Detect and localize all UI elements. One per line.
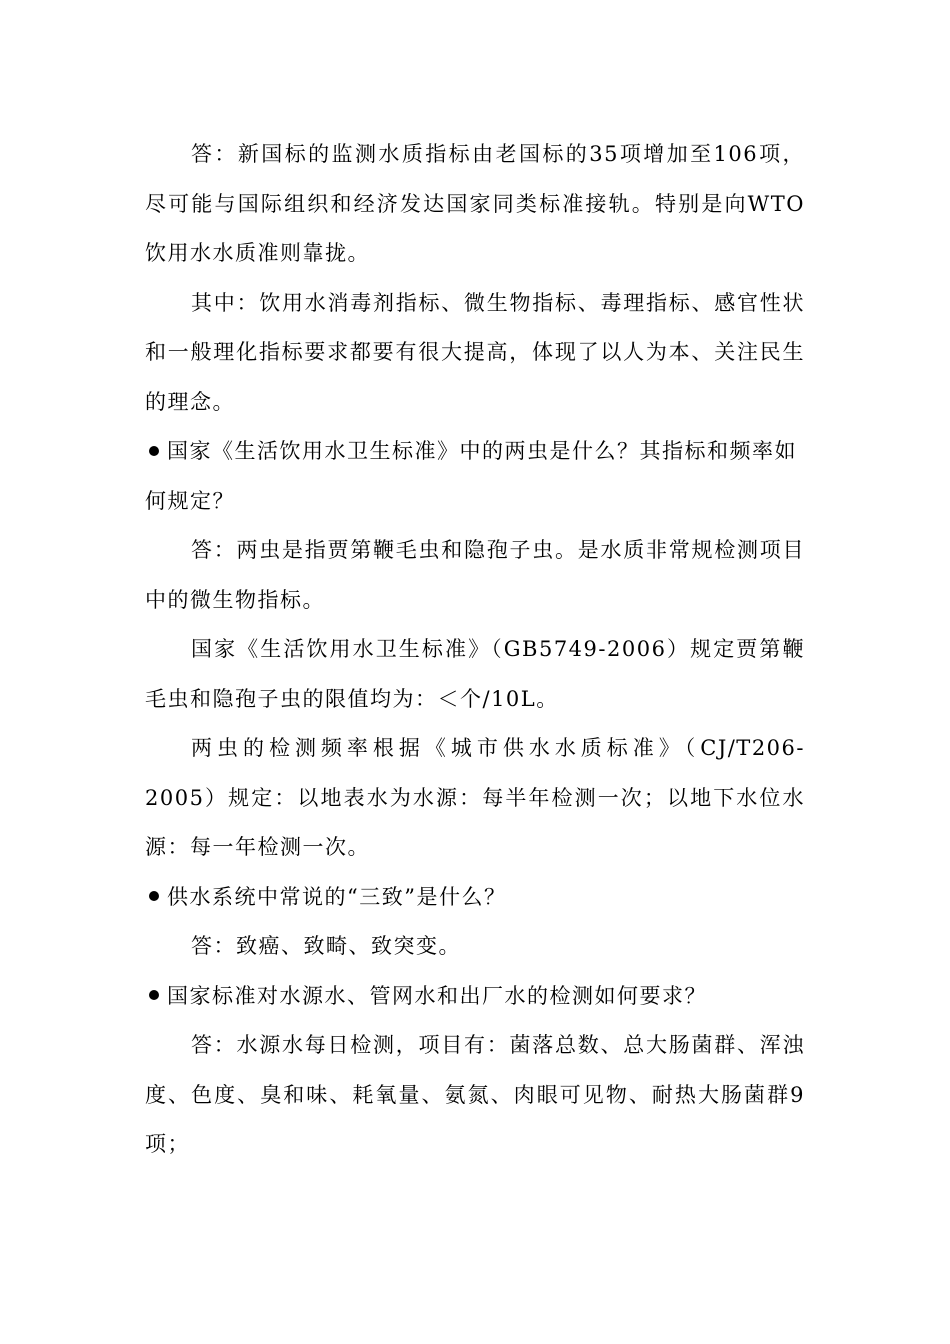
question-item xyxy=(145,972,805,1022)
question-text: 供水系统中常说的“三致”是什么？ xyxy=(167,884,507,909)
answer-paragraph: 两虫的检测频率根据《城市供水水质标准》（CJ/T206-2005）规定：以地表水为水源：每半年检测一次；以地下水位水源：每一年检测一次。 xyxy=(145,736,805,859)
document-body xyxy=(145,130,805,1170)
bullet-icon xyxy=(149,446,159,456)
answer-paragraph: 答：新国标的监测水质指标由老国标的35项增加至106项，尽可能与国际组织和经济发达国家同类标准接轨。特别是向WTO饮用水水质准则靠拢。 xyxy=(145,142,805,265)
question-item xyxy=(145,427,805,526)
answer-paragraph: 答：致癌、致畸、致突变。 xyxy=(191,934,461,958)
question-text: 国家《生活饮用水卫生标准》中的两虫是什么？其指标和频率如何规定？ xyxy=(145,439,797,513)
question-text: 国家标准对水源水、管网水和出厂水的检测如何要求？ xyxy=(167,983,707,1008)
answer-paragraph: 答：水源水每日检测，项目有：菌落总数、总大肠菌群、浑浊度、色度、臭和味、耗氧量、氨氮、肉眼可见物、耐热大肠菌群9项； xyxy=(145,1033,805,1156)
bullet-icon xyxy=(149,990,159,1000)
answer-paragraph: 其中：饮用水消毒剂指标、微生物指标、毒理指标、感官性状和一般理化指标要求都要有很大提高，体现了以人为本、关注民生的理念。 xyxy=(145,290,805,414)
bullet-icon xyxy=(149,891,159,901)
answer-paragraph: 国家《生活饮用水卫生标准》（GB5749-2006）规定贾第鞭毛虫和隐孢子虫的限值均为：＜个/10L。 xyxy=(145,637,805,711)
question-item xyxy=(145,873,805,923)
answer-paragraph: 答：两虫是指贾第鞭毛虫和隐孢子虫。是水质非常规检测项目中的微生物指标。 xyxy=(145,538,805,612)
